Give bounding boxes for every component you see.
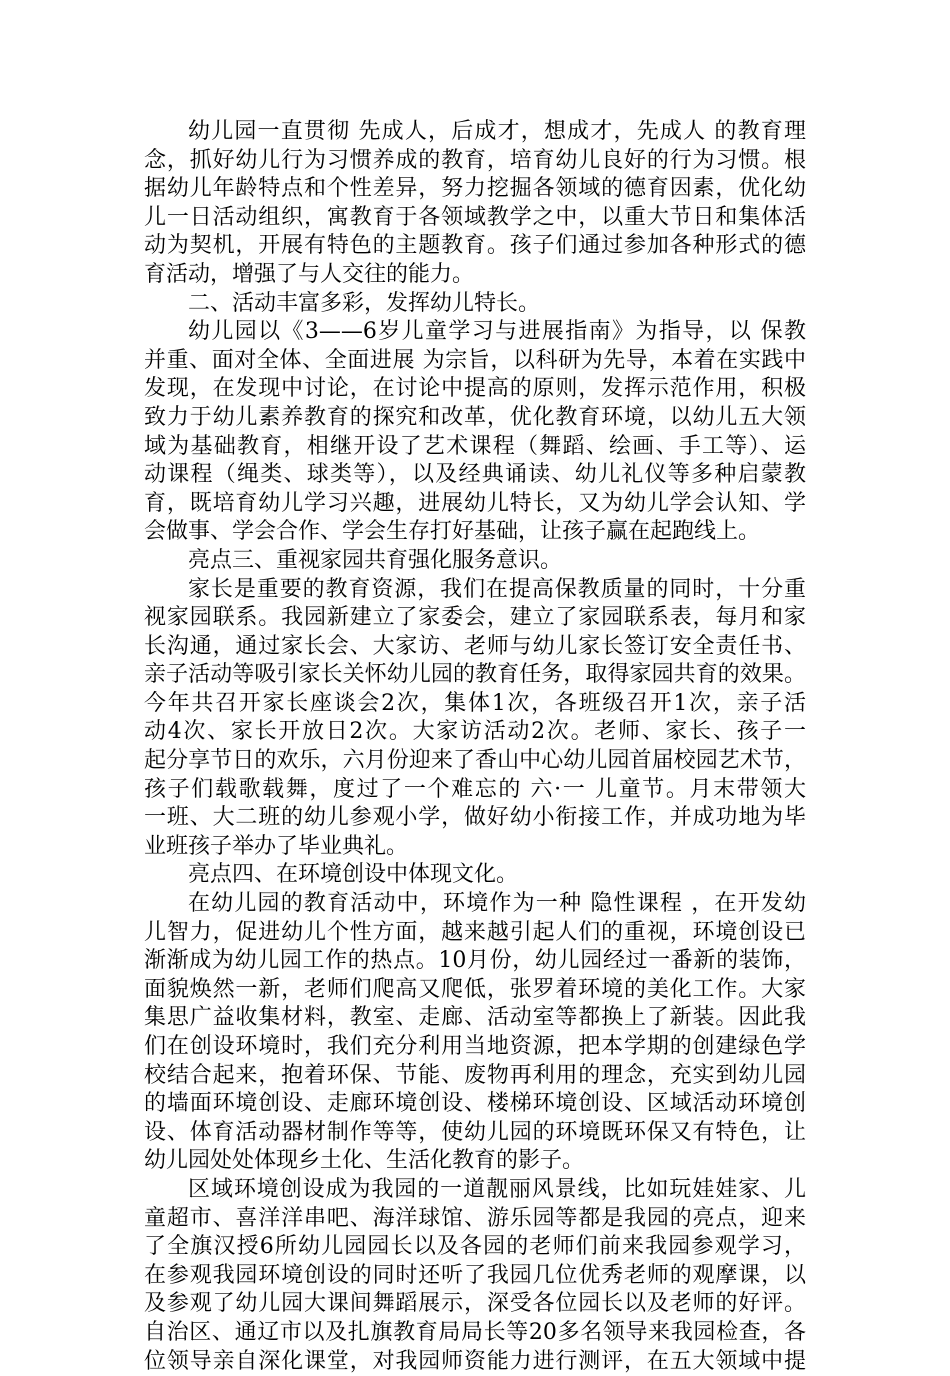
text-line: 亮点三、重视家园共育强化服务意识。 [188, 547, 563, 573]
paragraph [144, 890, 806, 1176]
text-line: 们在创设环境时，我们充分利用当地资源，把本学期的创建绿色学 [144, 1034, 806, 1059]
text-line: 据幼儿年龄特点和个性差异，努力挖掘各领域的德育因素，优化幼 [144, 176, 806, 202]
text-line: 长沟通，通过家长会、大家访、老师与幼儿家长签订安全责任书、 [144, 633, 806, 659]
text-line: 致力于幼儿素养教育的探究和改革，优化教育环境，以幼儿五大领 [144, 404, 806, 430]
text-line: 域为基础教育，相继开设了艺术课程（舞蹈、绘画、手工等）、运 [144, 433, 806, 459]
text-line: 亲子活动等吸引家长关怀幼儿园的教育任务，取得家园共育的效果。 [144, 662, 806, 688]
text-line: 育，既培育幼儿学习兴趣，进展幼儿特长，又为幼儿学会认知、学 [144, 490, 806, 516]
text-line: 今年共召开家长座谈会2次，集体1次，各班级召开1次，亲子活 [144, 690, 806, 716]
text-line: 业班孩子举办了毕业典礼。 [144, 833, 409, 859]
text-line: 幼儿园以《3——6岁儿童学习与进展指南》为指导，以 保教 [188, 319, 806, 345]
text-line: 面貌焕然一新，老师们爬高又爬低，张罗着环境的美化工作。大家 [144, 976, 806, 1002]
text-line: 的墙面环境创设、走廊环境创设、楼梯环境创设、区域活动环境创 [144, 1091, 806, 1117]
text-line: 在参观我园环境创设的同时还听了我园几位优秀老师的观摩课，以 [144, 1262, 806, 1288]
text-line: 一班、大二班的幼儿参观小学，做好幼小衔接工作，并成功地为毕 [144, 805, 806, 831]
text-line: 孩子们载歌载舞，度过了一个难忘的 六·一 儿童节。月末带领大 [144, 776, 806, 802]
text-line: 在幼儿园的教育活动中，环境作为一种 隐性课程 ，在开发幼 [188, 891, 806, 917]
paragraph [144, 547, 806, 576]
text-line: 集思广益收集材料，教室、走廊、活动室等都换上了新装。因此我 [144, 1005, 806, 1031]
text-line: 童超市、喜洋洋串吧、海洋球馆、游乐园等都是我园的亮点，迎来 [144, 1205, 806, 1231]
paragraph [144, 1176, 806, 1376]
text-line: 及参观了幼儿园大课间舞蹈展示，深受各位园长以及老师的好评。 [144, 1291, 806, 1317]
text-line: 区域环境创设成为我园的一道靓丽风景线，比如玩娃娃家、儿 [188, 1176, 806, 1202]
paragraph [144, 118, 806, 290]
text-line: 亮点四、在环境创设中体现文化。 [188, 862, 519, 888]
paragraph [144, 576, 806, 862]
text-line: 了全旗汉授6所幼儿园园长以及各园的老师们前来我园参观学习， [144, 1234, 806, 1260]
text-line: 育活动，增强了与人交往的能力。 [144, 261, 475, 287]
text-line: 自治区、通辽市以及扎旗教育局局长等20多名领导来我园检查，各 [144, 1319, 806, 1345]
text-line: 发现，在发现中讨论，在讨论中提高的原则，发挥示范作用，积极 [144, 376, 806, 402]
text-line: 校结合起来，抱着环保、节能、废物再利用的理念，充实到幼儿园 [144, 1062, 806, 1088]
text-line: 起分享节日的欢乐，六月份迎来了香山中心幼儿园首届校园艺术节， [144, 748, 806, 774]
text-line: 家长是重要的教育资源，我们在提高保教质量的同时，十分重 [188, 576, 806, 602]
text-line: 渐渐成为幼儿园工作的热点。10月份，幼儿园经过一番新的装饰， [144, 948, 806, 974]
text-line: 儿一日活动组织，寓教育于各领域教学之中，以重大节日和集体活 [144, 204, 806, 230]
text-line: 儿智力，促进幼儿个性方面，越来越引起人们的重视，环境创设已 [144, 919, 806, 945]
text-line: 二、活动丰富多彩，发挥幼儿特长。 [188, 290, 541, 316]
paragraph [144, 861, 806, 890]
text-line: 会做事、学会合作、学会生存打好基础，让孩子赢在起跑线上。 [144, 519, 761, 545]
text-line: 幼儿园一直贯彻 先成人，后成才，想成才，先成人 的教育理 [188, 119, 806, 144]
text-line: 视家园联系。我园新建立了家委会，建立了家园联系表，每月和家 [144, 605, 806, 631]
text-line: 动为契机，开展有特色的主题教育。孩子们通过参加各种形式的德 [144, 233, 806, 259]
text-line: 动课程（绳类、球类等），以及经典诵读、幼儿礼仪等多种启蒙教 [144, 462, 806, 488]
text-line: 幼儿园处处体现乡土化、生活化教育的影子。 [144, 1148, 585, 1174]
text-line: 设、体育活动器材制作等等，使幼儿园的环境既环保又有特色，让 [144, 1119, 806, 1145]
text-line: 位领导亲自深化课堂，对我园师资能力进行测评，在五大领域中提 [144, 1348, 806, 1374]
text-line: 动4次、家长开放日2次。大家访活动2次。老师、家长、孩子一 [144, 719, 806, 745]
document-page [144, 118, 806, 1376]
paragraph [144, 318, 806, 547]
text-line: 念，抓好幼儿行为习惯养成的教育，培育幼儿良好的行为习惯。根 [144, 147, 806, 173]
text-line: 并重、面对全体、全面进展 为宗旨，以科研为先导，本着在实践中 [144, 347, 806, 373]
paragraph [144, 290, 806, 319]
